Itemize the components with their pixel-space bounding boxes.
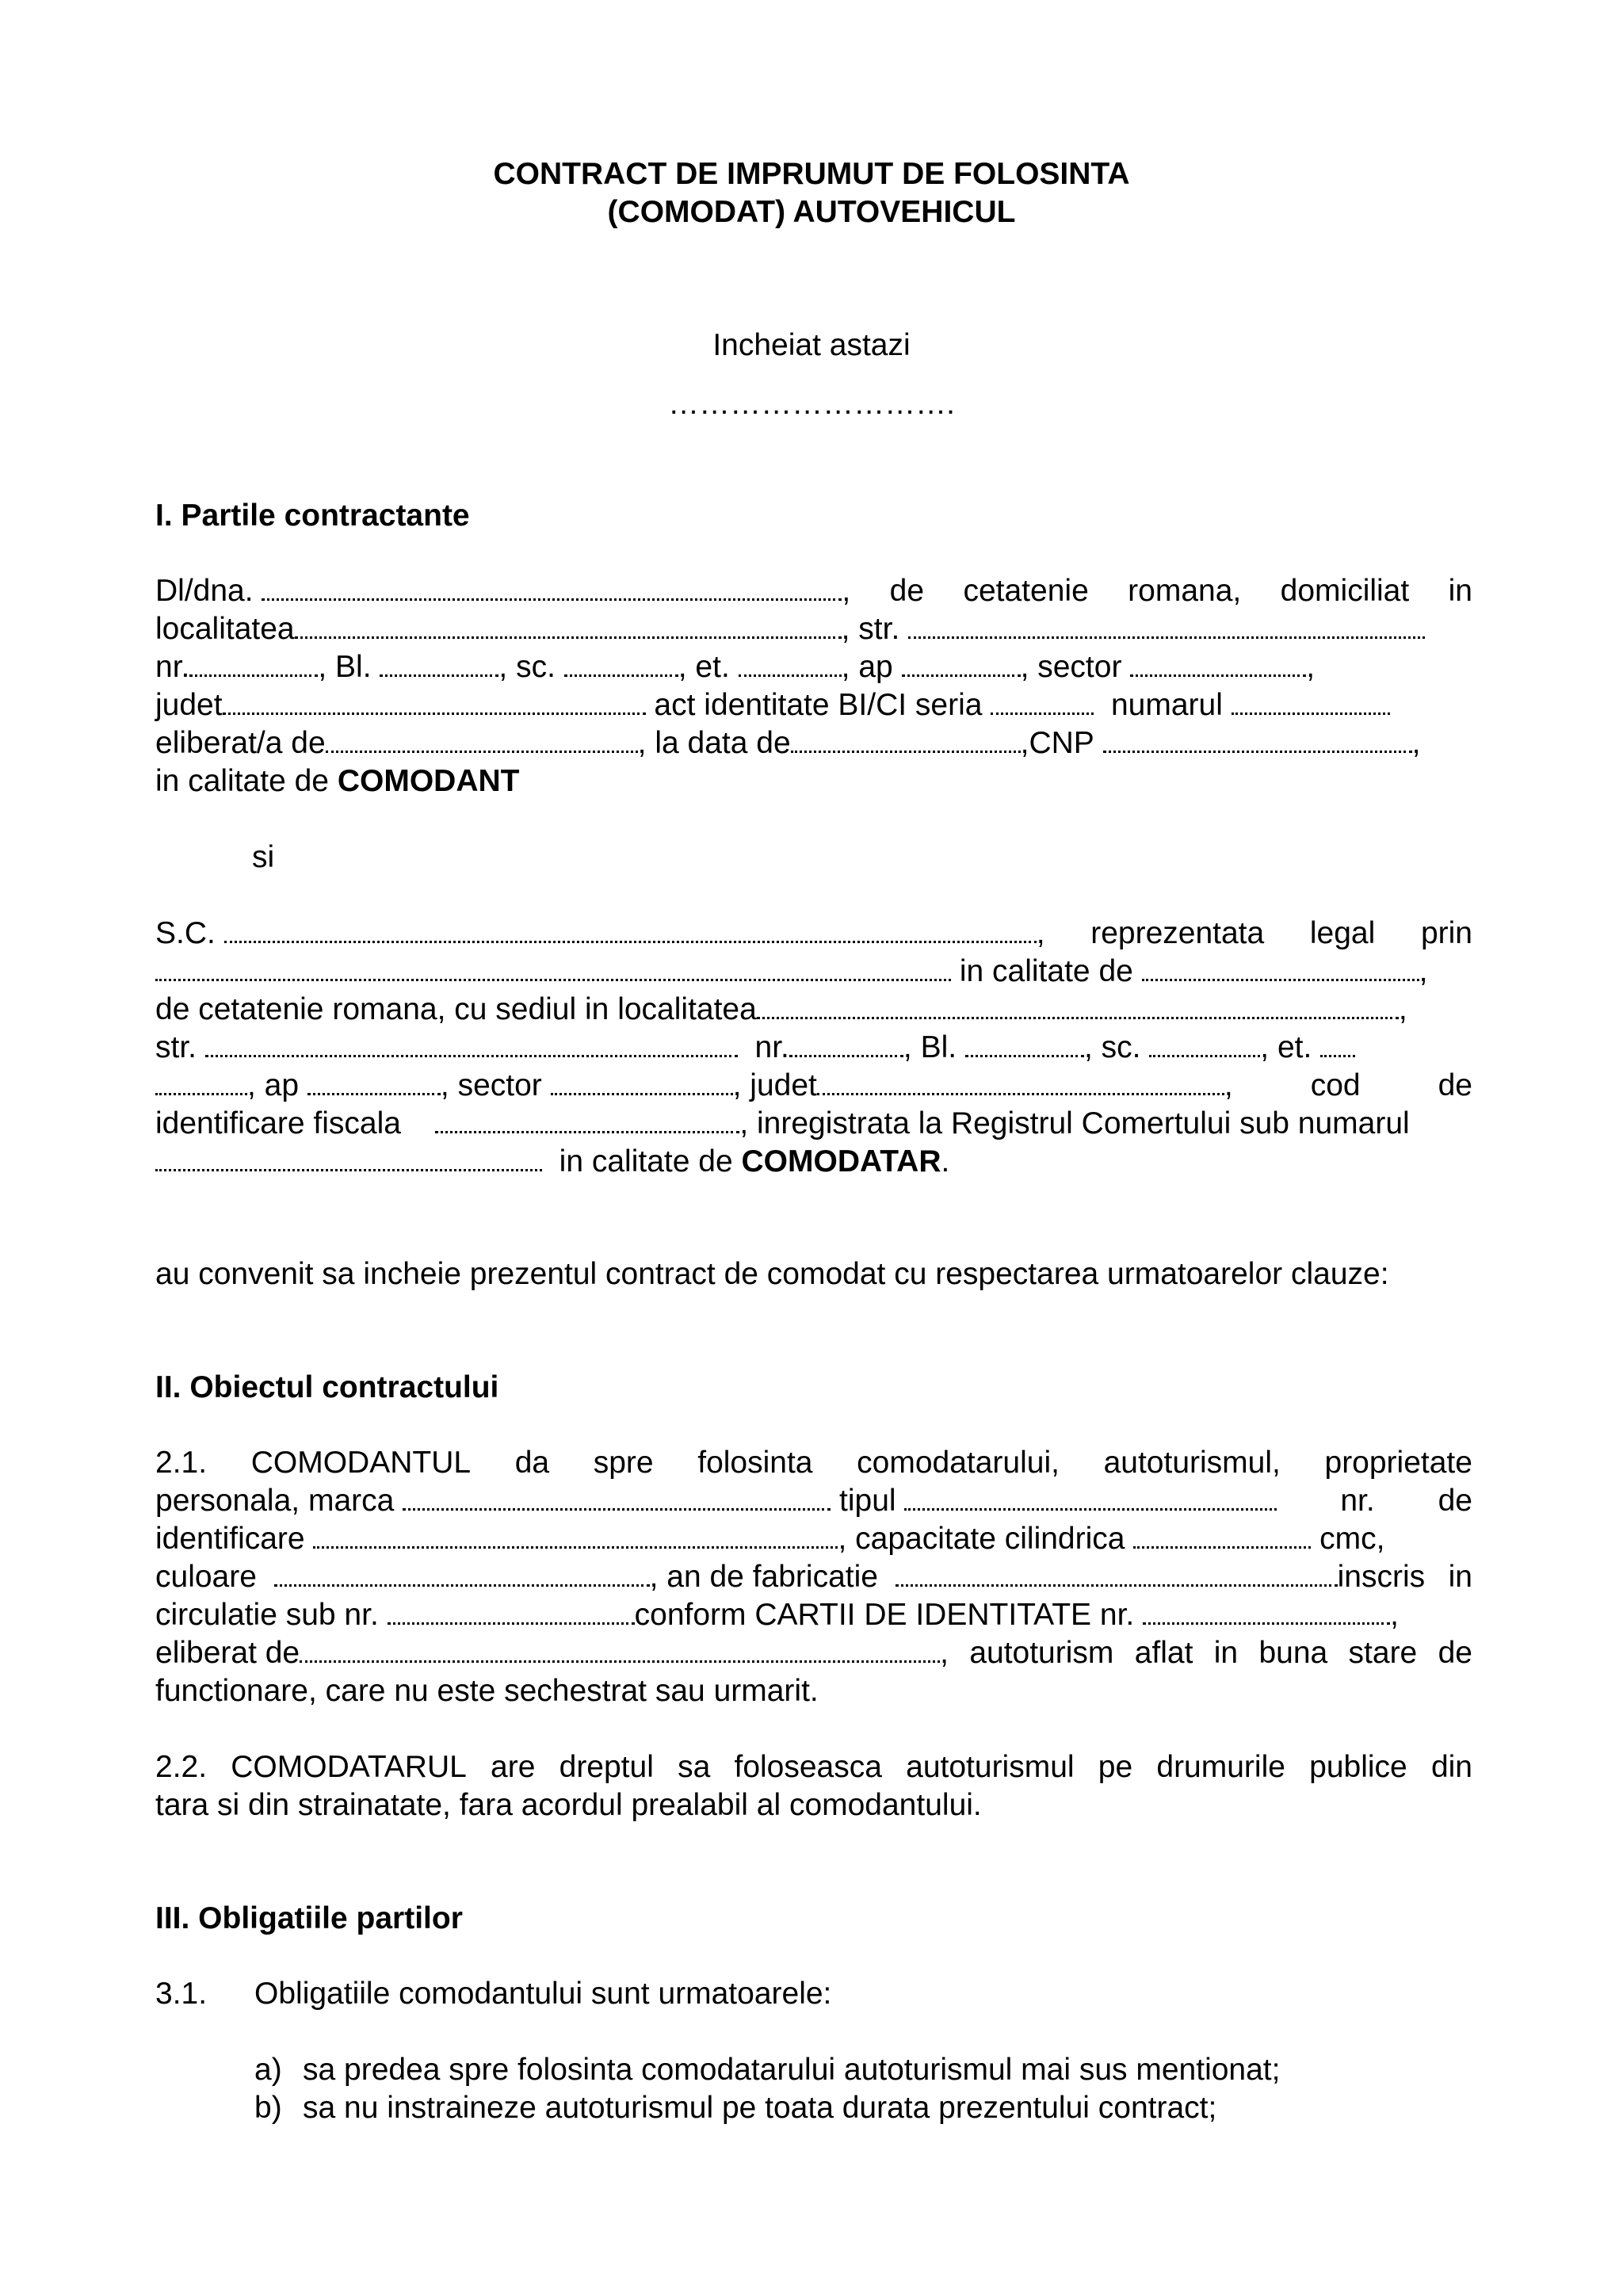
blank-vin[interactable] — [313, 1522, 838, 1549]
clause-2-2-line2: tara si din strainatate, fara acordul prealabil al comodantului. — [155, 1788, 982, 1822]
text: , an de fabricatie — [649, 1560, 878, 1594]
text: foloseasca — [734, 1750, 882, 1784]
text: . — [941, 1144, 950, 1179]
text: , — [1036, 916, 1045, 950]
text: act identitate BI/CI seria — [654, 688, 983, 722]
text: , capacitate cilindrica — [838, 1522, 1125, 1556]
text: , — [1306, 650, 1316, 684]
text: cmc, — [1319, 1522, 1385, 1556]
blank-cif[interactable] — [435, 1107, 739, 1133]
text: Dl/dna. — [155, 574, 254, 608]
text: pe — [1098, 1750, 1133, 1784]
blank-culoare[interactable] — [274, 1561, 650, 1587]
text: , str. — [841, 612, 900, 646]
text: cetatenie — [963, 574, 1089, 608]
blank-hq-ap[interactable] — [307, 1069, 441, 1095]
text: , — [1411, 726, 1421, 760]
clause-3-1-number: 3.1. — [155, 1977, 208, 2011]
comodatar-line6 — [155, 1105, 1472, 1143]
text: , la data de — [637, 726, 791, 760]
text: buna — [1258, 1636, 1328, 1670]
text: , ap — [841, 650, 893, 684]
section3-heading: III. Obligatiile partilor — [155, 1901, 463, 1935]
blank-eliberat-de[interactable] — [300, 1637, 940, 1663]
list-item-text: sa predea spre folosinta comodatarului autoturismul mai sus mentionat; — [303, 2053, 1281, 2087]
text: identificare — [155, 1522, 305, 1556]
text: folosinta — [697, 1446, 813, 1480]
text: de — [889, 574, 925, 608]
text: 2.2. — [155, 1750, 208, 1784]
clause-2-1-line7: functionare, care nu este sechestrat sau urmarit. — [155, 1674, 819, 1708]
text: , et. — [1260, 1030, 1312, 1064]
text: reprezentata — [1090, 916, 1265, 950]
text: localitatea — [155, 612, 295, 646]
text: in — [1448, 1560, 1472, 1594]
text: personala, marca — [155, 1484, 395, 1518]
clause-2-1-line5 — [155, 1596, 1472, 1634]
list-item-letter: a) — [254, 2053, 282, 2087]
text: , sc. — [1083, 1030, 1141, 1064]
text: , — [1419, 954, 1428, 988]
clause-2-1-line6 — [155, 1634, 1472, 1672]
blank-numarul[interactable] — [1232, 689, 1390, 715]
blank-representative[interactable] — [155, 955, 951, 981]
text: eliberat/a de — [155, 726, 326, 760]
blank-nr[interactable] — [189, 651, 318, 677]
clause-2-1-line3 — [155, 1520, 1472, 1558]
blank-an-fabricatie[interactable] — [896, 1561, 1338, 1587]
text: prin — [1420, 916, 1472, 950]
text: str. — [155, 1030, 197, 1064]
blank-marca[interactable] — [403, 1484, 831, 1511]
text: in calitate de — [959, 954, 1133, 988]
blank-company[interactable] — [224, 917, 1037, 943]
text: domiciliat — [1280, 574, 1410, 608]
text: publice — [1309, 1750, 1407, 1784]
text: judet — [155, 688, 223, 722]
blank-et[interactable] — [739, 651, 842, 677]
text: , inregistrata la Registrul Comertului sub numarul — [739, 1106, 1410, 1140]
text: de — [1438, 1068, 1472, 1102]
clause-2-1-line2 — [155, 1482, 1472, 1520]
list-item-text: sa nu instraineze autoturismul pe toata durata prezentului contract; — [303, 2091, 1217, 2125]
text: tipul — [839, 1484, 896, 1518]
text: circulatie sub nr. — [155, 1598, 379, 1632]
section1-heading: I. Partile contractante — [155, 499, 470, 533]
text: , — [1398, 992, 1407, 1026]
text: identificare fiscala — [155, 1106, 401, 1140]
list-item-letter: b) — [254, 2091, 282, 2125]
text: spre — [593, 1446, 654, 1480]
text: , ap — [247, 1068, 300, 1102]
blank-hq-sc[interactable] — [1149, 1031, 1260, 1057]
text: legal — [1309, 916, 1376, 950]
blank-hq-bl[interactable] — [965, 1031, 1084, 1057]
comodant-line3 — [155, 648, 1472, 686]
blank-bl[interactable] — [380, 651, 498, 677]
text: eliberat de — [155, 1636, 300, 1670]
text: numarul — [1110, 688, 1223, 722]
text: autoturismul, — [1103, 1446, 1281, 1480]
comodatar-line5 — [155, 1067, 1472, 1105]
contract-title-line2: (COMODAT) AUTOVEHICUL — [607, 195, 1016, 229]
text: de — [1438, 1636, 1472, 1670]
blank-street[interactable] — [908, 613, 1425, 639]
text: , et. — [678, 650, 730, 684]
blank-registry-nr[interactable] — [155, 1145, 542, 1171]
text: dreptul — [559, 1750, 654, 1784]
text: COMODANTUL — [250, 1446, 472, 1480]
clause-3-1-text: Obligatiile comodantului sunt urmatoarele: — [254, 1977, 832, 2011]
blank-ap[interactable] — [902, 651, 1021, 677]
blank-hq-et-cont[interactable] — [155, 1069, 247, 1095]
role-comodant: COMODANT — [337, 764, 520, 798]
blank-hq-et[interactable] — [1320, 1031, 1355, 1057]
text: conform CARTII DE IDENTITATE nr. — [634, 1598, 1135, 1632]
text: , — [1224, 1068, 1233, 1102]
blank-capacitate[interactable] — [1133, 1522, 1311, 1549]
text: aflat — [1134, 1636, 1193, 1670]
comodant-line2 — [155, 610, 1472, 648]
agreement-sentence: au convenit sa incheie prezentul contract de comodat cu respectarea urmatoarelor clauze: — [155, 1257, 1389, 1291]
blank-sector[interactable] — [1130, 651, 1306, 677]
blank-data[interactable] — [791, 727, 1021, 753]
text: autoturismul — [906, 1750, 1075, 1784]
date-label: Incheiat astazi — [712, 328, 911, 362]
blank-carte-identitate[interactable] — [1143, 1599, 1390, 1625]
conjunction-si: si — [252, 840, 275, 874]
text: de cetatenie romana, cu sediul in localitatea — [155, 992, 757, 1026]
blank-hq-nr[interactable] — [789, 1031, 903, 1057]
text: , Bl. — [318, 650, 372, 684]
text: nr. — [1340, 1484, 1375, 1518]
role-comodatar: COMODATAR — [741, 1144, 941, 1179]
text: , judet — [732, 1068, 817, 1102]
text: proprietate — [1324, 1446, 1472, 1480]
blank-tipul[interactable] — [904, 1484, 1277, 1511]
comodatar-line4 — [155, 1029, 1472, 1067]
blank-name[interactable] — [262, 575, 842, 601]
text: nr. — [754, 1030, 789, 1064]
comodant-line6 — [155, 762, 1472, 800]
text: da — [514, 1446, 550, 1480]
clause-2-2-line1 — [155, 1748, 1472, 1786]
blank-locality[interactable] — [295, 613, 842, 639]
blank-seria[interactable] — [991, 689, 1094, 715]
text: din — [1430, 1750, 1472, 1784]
text: , sector — [1020, 650, 1122, 684]
clause-2-1-line1 — [155, 1444, 1472, 1482]
text: comodatarului, — [857, 1446, 1060, 1480]
text: in — [1448, 574, 1472, 608]
blank-sc[interactable] — [564, 651, 678, 677]
blank-hq-sector[interactable] — [551, 1069, 733, 1095]
comodatar-line7 — [155, 1143, 1472, 1181]
text: , sector — [440, 1068, 542, 1102]
comodant-line1 — [155, 572, 1472, 610]
text: in calitate de — [155, 764, 329, 798]
comodatar-line1 — [155, 915, 1472, 953]
text: in calitate de — [559, 1144, 733, 1179]
text: , — [842, 574, 851, 608]
contract-title-line1: CONTRACT DE IMPRUMUT DE FOLOSINTA — [493, 157, 1130, 191]
section2-heading: II. Obiectul contractului — [155, 1370, 499, 1404]
blank-judet[interactable] — [223, 689, 646, 715]
blank-hq-locality[interactable] — [757, 993, 1399, 1019]
text: culoare — [155, 1560, 257, 1594]
text: inscris — [1337, 1560, 1426, 1594]
text: sa — [678, 1750, 711, 1784]
text: de — [1438, 1484, 1472, 1518]
comodatar-line2 — [155, 953, 1472, 991]
text: S.C. — [155, 916, 216, 950]
text: cod — [1310, 1068, 1361, 1102]
text: 2.1. — [155, 1446, 208, 1480]
text: , — [1390, 1598, 1399, 1632]
blank-cnp[interactable] — [1103, 727, 1412, 753]
text: ,CNP — [1020, 726, 1094, 760]
comodant-line5 — [155, 724, 1472, 762]
clause-2-1-line4 — [155, 1558, 1472, 1596]
text: stare — [1348, 1636, 1418, 1670]
text: autoturism — [969, 1636, 1114, 1670]
text: nr. — [155, 650, 190, 684]
blank-hq-street[interactable] — [205, 1031, 738, 1057]
text: , — [940, 1636, 949, 1670]
comodatar-line3 — [155, 991, 1472, 1029]
blank-nr-circulatie[interactable] — [388, 1599, 635, 1625]
blank-role[interactable] — [1142, 955, 1419, 981]
text: are — [491, 1750, 536, 1784]
blank-hq-judet[interactable] — [817, 1069, 1224, 1095]
blank-eliberat[interactable] — [326, 727, 638, 753]
text: COMODATARUL — [231, 1750, 467, 1784]
text: romana, — [1128, 574, 1242, 608]
text: drumurile — [1156, 1750, 1285, 1784]
text: , Bl. — [903, 1030, 957, 1064]
text: in — [1213, 1636, 1239, 1670]
date-blank: ………………………. — [668, 387, 955, 421]
text: , sc. — [498, 650, 556, 684]
comodant-line4 — [155, 686, 1472, 724]
